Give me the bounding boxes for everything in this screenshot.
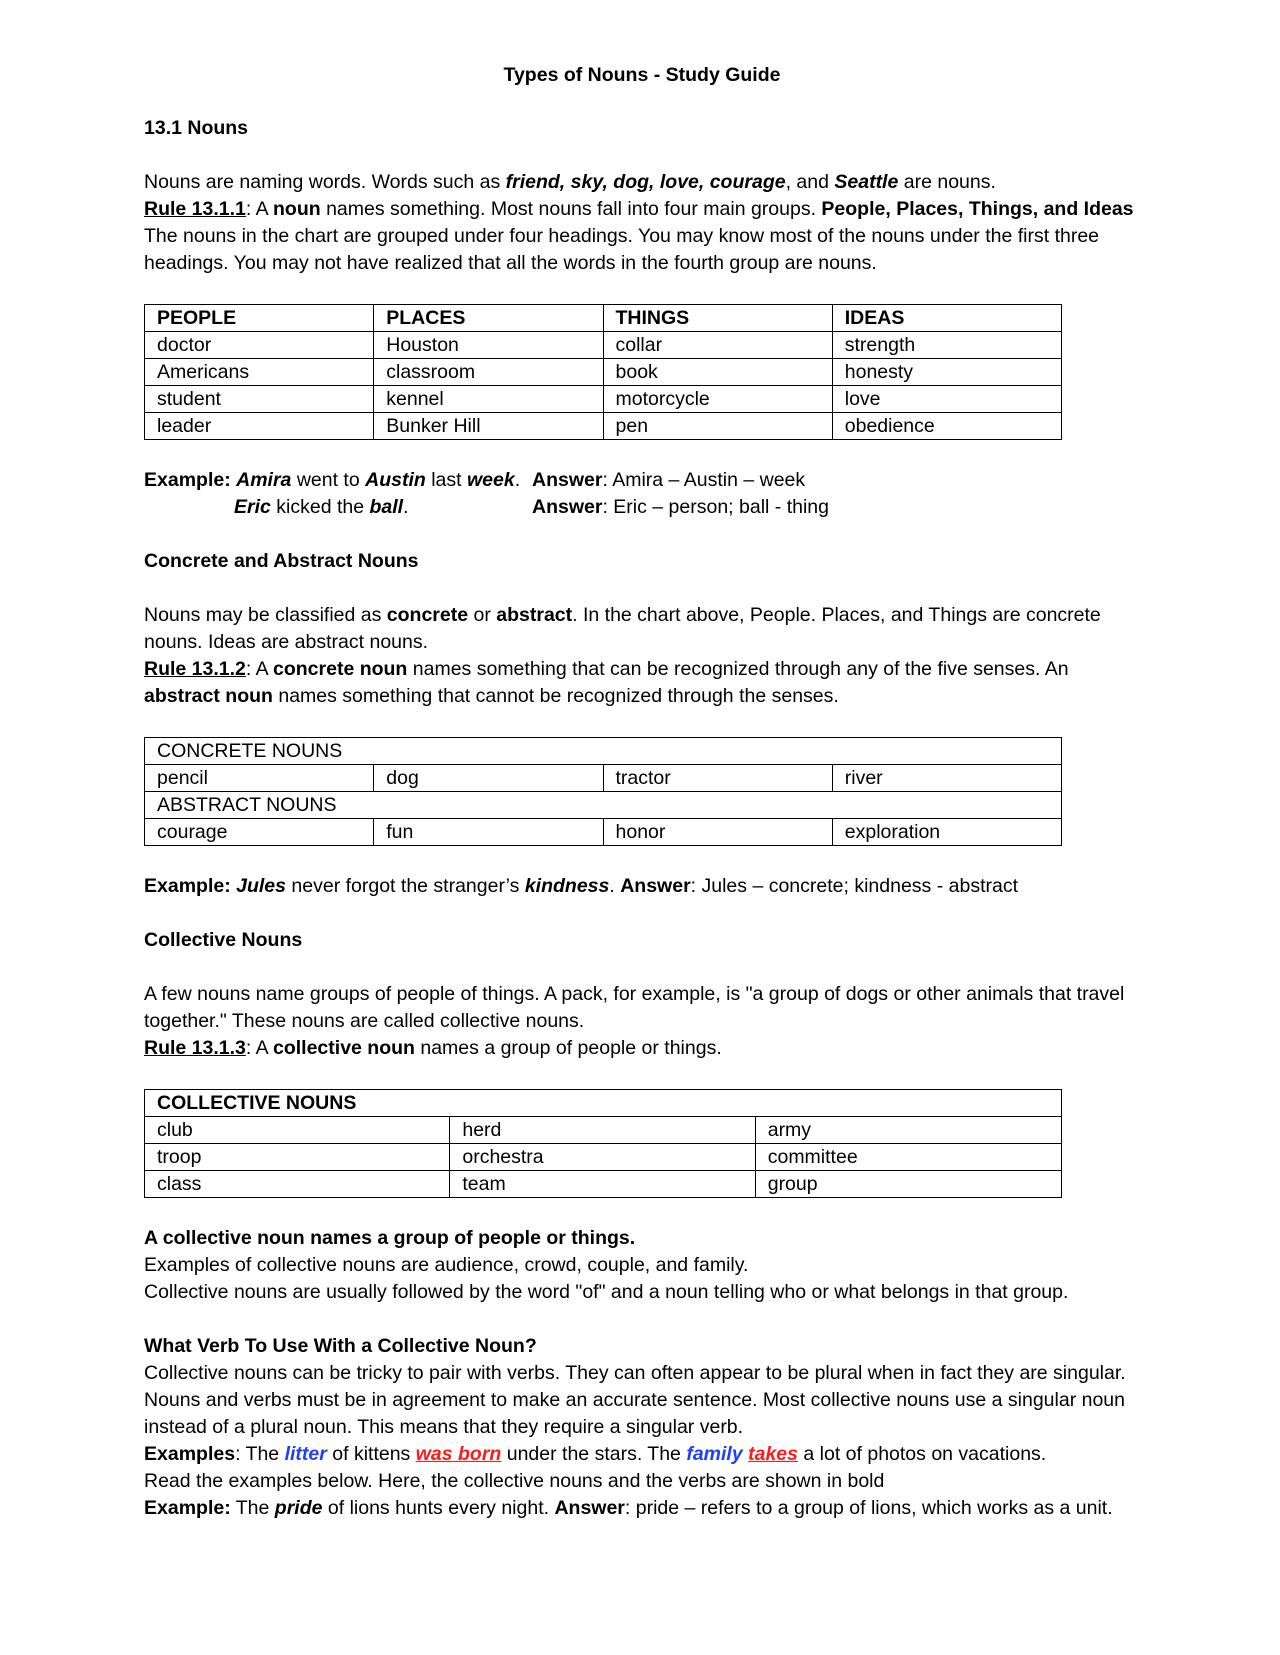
table-cell: student (145, 386, 374, 413)
text: : A (245, 198, 273, 220)
concrete-abstract-intro (144, 602, 1140, 656)
answer (532, 467, 805, 494)
answer-label: Answer (532, 469, 603, 491)
table-header-row (145, 1090, 1062, 1117)
table-cell: orchestra (450, 1144, 755, 1171)
text: are nouns. (898, 171, 996, 193)
text: Nouns are naming words. Words such as (144, 171, 506, 193)
term: collective noun (273, 1037, 415, 1059)
table-cell: collar (603, 332, 832, 359)
page-title: Types of Nouns - Study Guide (503, 64, 781, 86)
text: : A (245, 1037, 273, 1059)
text: names a group of people or things. (414, 1037, 722, 1059)
table-row (145, 413, 1062, 440)
table-cell: book (603, 359, 832, 386)
text: never forgot the stranger’s (286, 875, 525, 897)
concrete-abstract-table (144, 737, 1062, 846)
rule-13-1-1 (144, 196, 1140, 223)
table-cell: fun (374, 819, 603, 846)
noun: Jules (236, 875, 286, 897)
text: . (403, 496, 409, 518)
table-cell: honor (603, 819, 832, 846)
table-cell: kennel (374, 386, 603, 413)
table-cell: leader (145, 413, 374, 440)
bold-statement: A collective noun names a group of people or things. (144, 1227, 636, 1249)
text: : The (235, 1443, 285, 1465)
table-row (145, 359, 1062, 386)
example-pride (144, 1495, 1140, 1522)
table-row (145, 386, 1062, 413)
table-header: ABSTRACT NOUNS (145, 792, 1062, 819)
examples-label: Examples (144, 1443, 236, 1465)
text: or (468, 604, 497, 626)
table-cell: dog (374, 765, 603, 792)
answer-text: : Amira – Austin – week (602, 469, 806, 491)
nouns-intro (144, 169, 1140, 196)
answer-text: : Jules – concrete; kindness - abstract (690, 875, 1018, 897)
section-heading-nouns: 13.1 Nouns (144, 117, 249, 139)
noun: Eric (234, 496, 271, 518)
table-header: PLACES (386, 307, 466, 329)
table-cell: troop (145, 1144, 450, 1171)
table-cell: team (450, 1171, 755, 1198)
table-header-row (145, 792, 1062, 819)
text: kicked the (270, 496, 370, 518)
text: of lions hunts every night. (322, 1497, 555, 1519)
table-cell: committee (755, 1144, 1061, 1171)
collective-of-note: Collective nouns are usually followed by the word "of" and a noun telling who or what belongs in that group. (144, 1281, 1069, 1303)
example-word-seattle: Seattle (834, 171, 899, 193)
rule-13-1-2 (144, 656, 1140, 710)
verb-highlight: was born (415, 1443, 502, 1465)
table-row (145, 332, 1062, 359)
collective-intro: A few nouns name groups of people of things. A pack, for example, is "a group of dogs or other animals that travel together." These nouns are called collective nouns. (144, 983, 1125, 1032)
answer-text: : Eric – person; ball - thing (602, 496, 829, 518)
text: of kittens (326, 1443, 416, 1465)
noun: ball (369, 496, 404, 518)
examples-litter-family (144, 1441, 1140, 1468)
example-jules (144, 873, 1140, 900)
term: noun (273, 198, 321, 220)
example-words: friend, sky, dog, love, courage (505, 171, 786, 193)
table-header: THINGS (615, 307, 690, 329)
table-cell: exploration (832, 819, 1061, 846)
example-label: Example: (144, 1497, 231, 1519)
text: . (514, 469, 521, 491)
table-cell: herd (450, 1117, 755, 1144)
noun: kindness (524, 875, 610, 897)
table-header: PEOPLE (157, 307, 237, 329)
noun: Amira (236, 469, 292, 491)
example-amira (144, 467, 1140, 494)
example-label: Example: (144, 469, 231, 491)
table-cell: Bunker Hill (374, 413, 603, 440)
noun: Austin (365, 469, 426, 491)
term: concrete (386, 604, 469, 626)
term: abstract (496, 604, 573, 626)
section-heading-concrete-abstract: Concrete and Abstract Nouns (144, 550, 419, 572)
table-cell: class (145, 1171, 450, 1198)
table-cell: pencil (145, 765, 374, 792)
noun: pride (274, 1497, 323, 1519)
table-cell: tractor (603, 765, 832, 792)
text: , and (785, 171, 835, 193)
section-heading-collective: Collective Nouns (144, 929, 303, 951)
answer (532, 494, 829, 521)
table-cell: love (832, 386, 1061, 413)
rule-label: Rule 13.1.1 (144, 198, 246, 220)
table-cell: doctor (145, 332, 374, 359)
answer-label: Answer (620, 875, 691, 897)
table-cell: strength (832, 332, 1061, 359)
answer-label: Answer (554, 1497, 625, 1519)
table-cell: river (832, 765, 1061, 792)
collective-noun-highlight: family (686, 1443, 743, 1465)
answer-label: Answer (532, 496, 603, 518)
table-row (145, 1144, 1062, 1171)
collective-noun-highlight: litter (284, 1443, 327, 1465)
term: abstract noun (144, 685, 273, 707)
verb-agreement-paragraph: Collective nouns can be tricky to pair with verbs. They can often appear to be plural when in fact they are singular. Nouns and verbs must be in agreement to make an accurate sentence. Most collective nouns use a singular noun instead of a plural noun. This means that they require a singular verb. (144, 1362, 1126, 1438)
text: The (230, 1497, 275, 1519)
table-cell: group (755, 1171, 1061, 1198)
table-cell: Houston (374, 332, 603, 359)
text: names something that can be recognized through any of the five senses. An (407, 658, 1069, 680)
document-page (144, 62, 1140, 1522)
heading-text: What Verb To Use With a Collective Noun? (144, 1335, 537, 1357)
text: names something that cannot be recognized through the senses. (272, 685, 839, 707)
read-examples-note: Read the examples below. Here, the collective nouns and the verbs are shown in bold (144, 1470, 885, 1492)
text: : A (245, 658, 273, 680)
term: concrete noun (273, 658, 408, 680)
example-label: Example: (144, 875, 231, 897)
table-row (145, 819, 1062, 846)
table-header: CONCRETE NOUNS (145, 738, 1062, 765)
text: under the stars. The (501, 1443, 687, 1465)
noun-groups-table (144, 304, 1062, 440)
text: . In the chart above, People. Places, and Things are concrete nouns. Ideas are abstract nouns. (144, 604, 1101, 653)
rule-label: Rule 13.1.3 (144, 1037, 246, 1059)
table-cell: honesty (832, 359, 1061, 386)
answer-text: : pride – refers to a group of lions, which works as a unit. (624, 1497, 1113, 1519)
text: went to (291, 469, 366, 491)
verb-highlight: takes (748, 1443, 798, 1465)
collective-definition (144, 1225, 1140, 1252)
table-header: COLLECTIVE NOUNS (157, 1092, 357, 1114)
term: People, Places, Things, and Ideas (821, 198, 1134, 220)
rule-13-1-3 (144, 1035, 1140, 1062)
text: . (609, 875, 621, 897)
table-cell: army (755, 1117, 1061, 1144)
text: Nouns may be classified as (144, 604, 387, 626)
collective-examples: Examples of collective nouns are audience, crowd, couple, and family. (144, 1254, 749, 1276)
table-cell: obedience (832, 413, 1061, 440)
table-cell: Americans (145, 359, 374, 386)
table-cell: classroom (374, 359, 603, 386)
table-cell: motorcycle (603, 386, 832, 413)
text: a lot of photos on vacations. (797, 1443, 1047, 1465)
table-row (145, 1171, 1062, 1198)
section-heading-verb (144, 1333, 1140, 1360)
table-row (145, 1117, 1062, 1144)
table-cell: pen (603, 413, 832, 440)
table-header-row (145, 738, 1062, 765)
table-header-row (145, 305, 1062, 332)
noun: week (466, 469, 515, 491)
collective-nouns-table (144, 1089, 1062, 1198)
table-cell: club (145, 1117, 450, 1144)
nouns-chart-description: The nouns in the chart are grouped under four headings. You may know most of the nouns under the first three headings. You may not have realized that all the words in the fourth group are nouns. (144, 225, 1100, 274)
text: names something. Most nouns fall into four main groups. (320, 198, 822, 220)
example-eric (144, 494, 1140, 521)
table-row (145, 765, 1062, 792)
table-cell: courage (145, 819, 374, 846)
text: last (425, 469, 467, 491)
table-header: IDEAS (844, 307, 905, 329)
rule-label: Rule 13.1.2 (144, 658, 246, 680)
